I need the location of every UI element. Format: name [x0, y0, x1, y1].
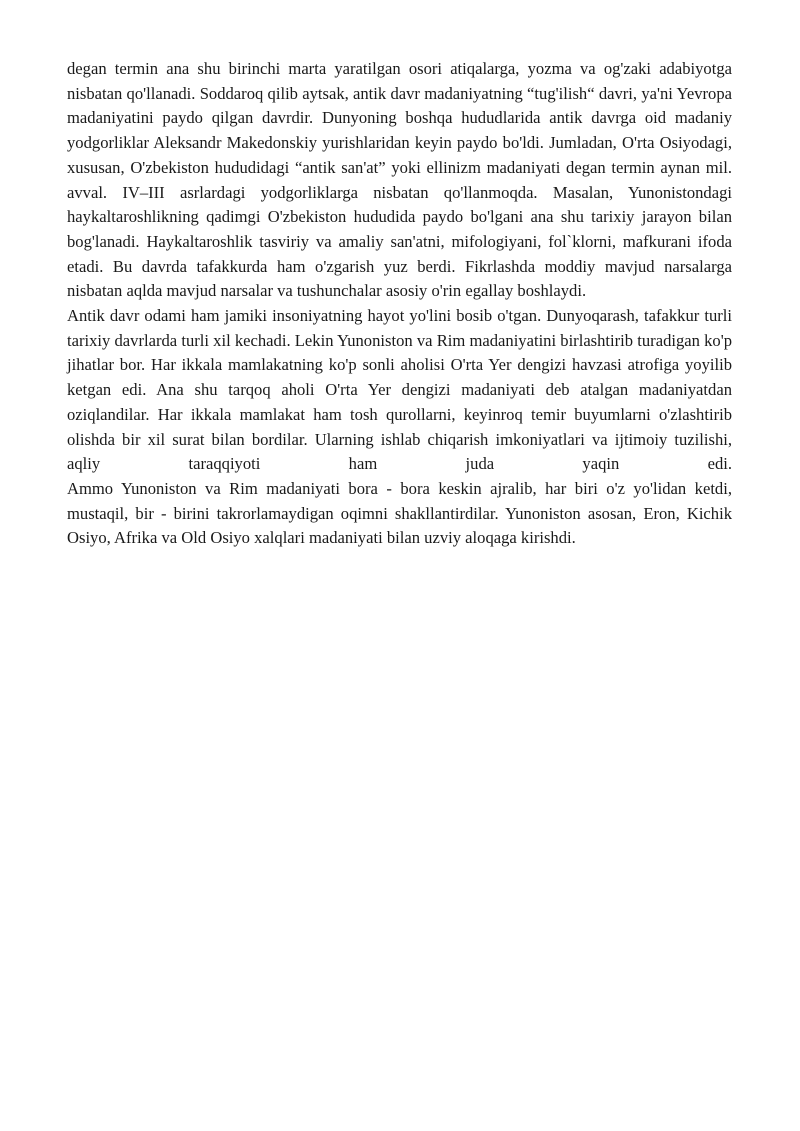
paragraph-1: degan termin ana shu birinchi marta yaratilgan osori atiqalarga, yozma va og'zaki adabiyotga nisbatan qo'llanadi. Soddaroq qilib aytsak, antik davr madaniyatning “tug'ilish“ davri, ya'ni Yevropa madaniyatini paydo qilgan davrdir. Dunyoning boshqa hududlarida antik davrga oid madaniy yodgorliklar Aleksandr Makedonskiy yurishlaridan keyin paydo bo'ldi. Jumladan, O'rta Osiyodagi, xususan, O'zbekiston hududidagi “antik san'at” yoki ellinizm madaniyati degan termin aynan mil. avval. IV–III asrlardagi yodgorliklarga nisbatan qo'llanmoqda. Masalan, Yunonistondagi haykaltaroshlikning qadimgi O'zbekiston hududida paydo bo'lgani ana shu tarixiy jarayon bilan bog'lanadi. Haykaltaroshlik tasviriy va amaliy san'atni, mifologiyani, fol`klorni, mafkurani ifoda etadi. Bu davrda tafakkurda ham o'zgarish yuz berdi. Fikrlashda moddiy mavjud narsalarga nisbatan aqlda mavjud narsalar va tushunchalar asosiy o'rin egallay boshlaydi.: [67, 59, 732, 301]
paragraph-3: Ammo Yunoniston va Rim madaniyati bora - bora keskin ajralib, har biri o'z yo'lidan ketdi, mustaqil, bir - birini takrorlamaydigan oqimni shakllantirdilar. Yunoniston asosan, Eron, Kichik Osiyo, Afrika va Old Osiyo xalqlari madaniyati bilan uzviy aloqaga kirishdi.: [67, 478, 732, 548]
document-body: [67, 57, 732, 551]
paragraph-2: Antik davr odami ham jamiki insoniyatning hayot yo'lini bosib o'tgan. Dunyoqarash, tafakkur turli tarixiy davrlarda turli xil kechadi. Lekin Yunoniston va Rim madaniyatini birlashtirib turadigan ko'p jihatlar bor. Har ikkala mamlakatning ko'p sonli aholisi O'rta Yer dengizi havzasi atrofiga yoyilib ketgan edi. Ana shu tarqoq aholi O'rta Yer dengizi madaniyati deb atalgan madaniyatdan oziqlandilar. Har ikkala mamlakat ham tosh qurollarni, keyinroq temir buyumlarni o'zlashtirib olishda bir xil surat bilan bordilar. Ularning ishlab chiqarish imkoniyatlari va ijtimoiy tuzilishi, aqliy taraqqiyoti ham juda yaqin edi.: [67, 306, 732, 474]
